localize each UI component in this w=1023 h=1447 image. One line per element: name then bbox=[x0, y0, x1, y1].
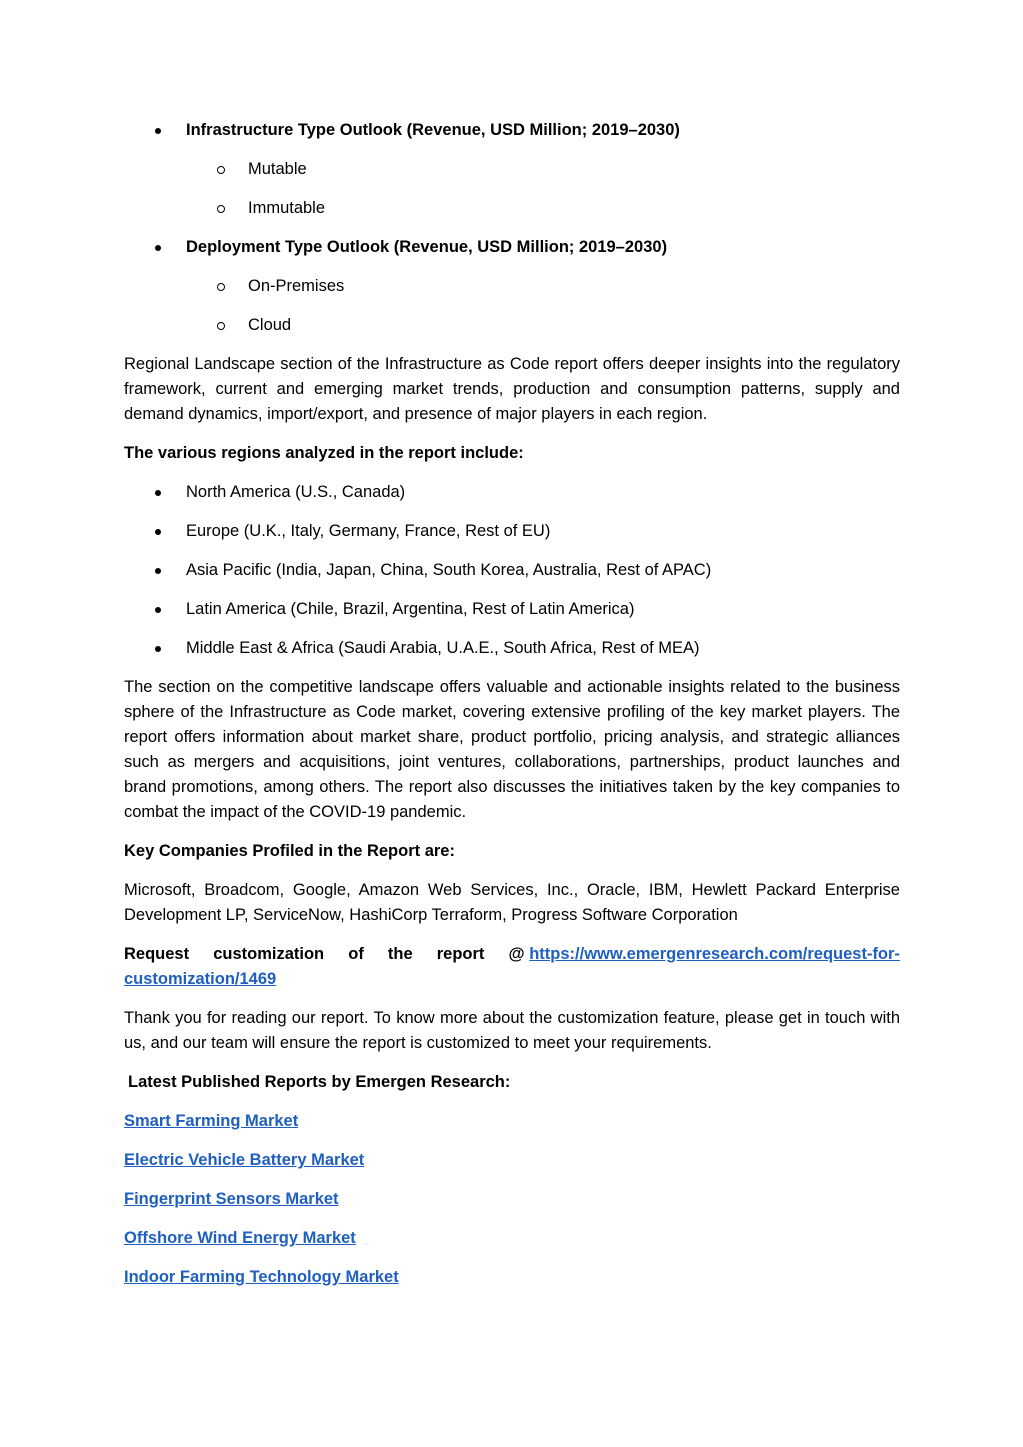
region-label: Middle East & Africa (Saudi Arabia, U.A.E., South Africa, Rest of MEA) bbox=[186, 639, 700, 657]
region-item bbox=[124, 636, 900, 661]
bullet-dot-icon bbox=[155, 568, 161, 574]
hollow-bullet-icon bbox=[217, 322, 225, 330]
latest-report-item bbox=[124, 1148, 900, 1173]
regions-heading: The various regions analyzed in the report include: bbox=[124, 444, 524, 462]
region-item bbox=[124, 597, 900, 622]
request-word: the bbox=[387, 945, 413, 963]
region-label: North America (U.S., Canada) bbox=[186, 483, 406, 501]
region-label: Asia Pacific (India, Japan, China, South Korea, Australia, Rest of APAC) bbox=[186, 561, 712, 579]
region-item bbox=[124, 480, 900, 505]
subitem-label: Mutable bbox=[248, 160, 307, 178]
companies-paragraph: Microsoft, Broadcom, Google, Amazon Web Services, Inc., Oracle, IBM, Hewlett Packard Enterprise Development LP, ServiceNow, HashiCorp Terraform, Progress Software Corporation bbox=[124, 881, 900, 924]
request-customization bbox=[124, 942, 900, 992]
segment-bullet bbox=[124, 235, 900, 260]
hollow-bullet-icon bbox=[217, 205, 225, 213]
segment-bullet bbox=[124, 118, 900, 143]
latest-report-item bbox=[124, 1265, 900, 1290]
latest-reports-heading: Latest Published Reports by Emergen Research: bbox=[128, 1073, 511, 1091]
request-word: customization bbox=[213, 945, 325, 963]
hollow-bullet-icon bbox=[217, 166, 225, 174]
region-label: Europe (U.K., Italy, Germany, France, Rest of EU) bbox=[186, 522, 551, 540]
segment-subitem bbox=[124, 157, 900, 182]
latest-report-link[interactable]: Offshore Wind Energy Market bbox=[124, 1229, 356, 1247]
thanks-paragraph: Thank you for reading our report. To know more about the customization feature, please get in touch with us, and our team will ensure the report is customized to meet your requirements. bbox=[124, 1009, 900, 1052]
latest-report-item bbox=[124, 1109, 900, 1134]
bullet-dot-icon bbox=[155, 529, 161, 535]
request-at: @ bbox=[508, 945, 525, 963]
request-word: Request bbox=[124, 945, 190, 963]
request-line bbox=[124, 942, 900, 967]
request-link[interactable]: https://www.emergenresearch.com/request-for- bbox=[529, 945, 900, 963]
latest-report-link[interactable]: Smart Farming Market bbox=[124, 1112, 299, 1130]
latest-report-link[interactable]: Fingerprint Sensors Market bbox=[124, 1190, 339, 1208]
competitive-paragraph: The section on the competitive landscape offers valuable and actionable insights related to the business sphere of the Infrastructure as Code market, covering extensive profiling of the key market players. The report offers information about market share, product portfolio, pricing analysis, and strategic alliances such as mergers and acquisitions, joint ventures, collaborations, partnerships, product launches and brand promotions, among others. The report also discusses the initiatives taken by the key companies to combat the impact of the COVID-19 pandemic. bbox=[124, 678, 900, 821]
latest-report-item bbox=[124, 1226, 900, 1251]
bullet-dot-icon bbox=[155, 646, 161, 652]
latest-report-link[interactable]: Indoor Farming Technology Market bbox=[124, 1268, 399, 1286]
region-item bbox=[124, 519, 900, 544]
latest-report-link[interactable]: Electric Vehicle Battery Market bbox=[124, 1151, 365, 1169]
subitem-label: Cloud bbox=[248, 316, 292, 334]
regional-paragraph: Regional Landscape section of the Infrastructure as Code report offers deeper insights into the regulatory framework, current and emerging market trends, production and consumption patterns, supply and demand dynamics, import/export, and presence of major players in each region. bbox=[124, 355, 900, 423]
region-item bbox=[124, 558, 900, 583]
segment-subitem bbox=[124, 196, 900, 221]
segment-subitem bbox=[124, 274, 900, 299]
subitem-label: Immutable bbox=[248, 199, 326, 217]
companies-heading: Key Companies Profiled in the Report are: bbox=[124, 842, 455, 860]
bullet-dot-icon bbox=[155, 128, 161, 134]
latest-report-item bbox=[124, 1187, 900, 1212]
hollow-bullet-icon bbox=[217, 283, 225, 291]
document-page bbox=[124, 118, 900, 1304]
segment-subitem bbox=[124, 313, 900, 338]
request-link-continued[interactable]: customization/1469 bbox=[124, 970, 277, 988]
request-link-group bbox=[509, 942, 900, 967]
segment-title: Infrastructure Type Outlook (Revenue, USD Million; 2019–2030) bbox=[186, 121, 680, 139]
request-word: of bbox=[348, 945, 364, 963]
bullet-dot-icon bbox=[155, 607, 161, 613]
bullet-dot-icon bbox=[155, 245, 161, 251]
bullet-dot-icon bbox=[155, 490, 161, 496]
request-word: report bbox=[436, 945, 485, 963]
region-label: Latin America (Chile, Brazil, Argentina, Rest of Latin America) bbox=[186, 600, 635, 618]
request-line bbox=[124, 967, 900, 992]
segment-title: Deployment Type Outlook (Revenue, USD Million; 2019–2030) bbox=[186, 238, 668, 256]
subitem-label: On-Premises bbox=[248, 277, 345, 295]
